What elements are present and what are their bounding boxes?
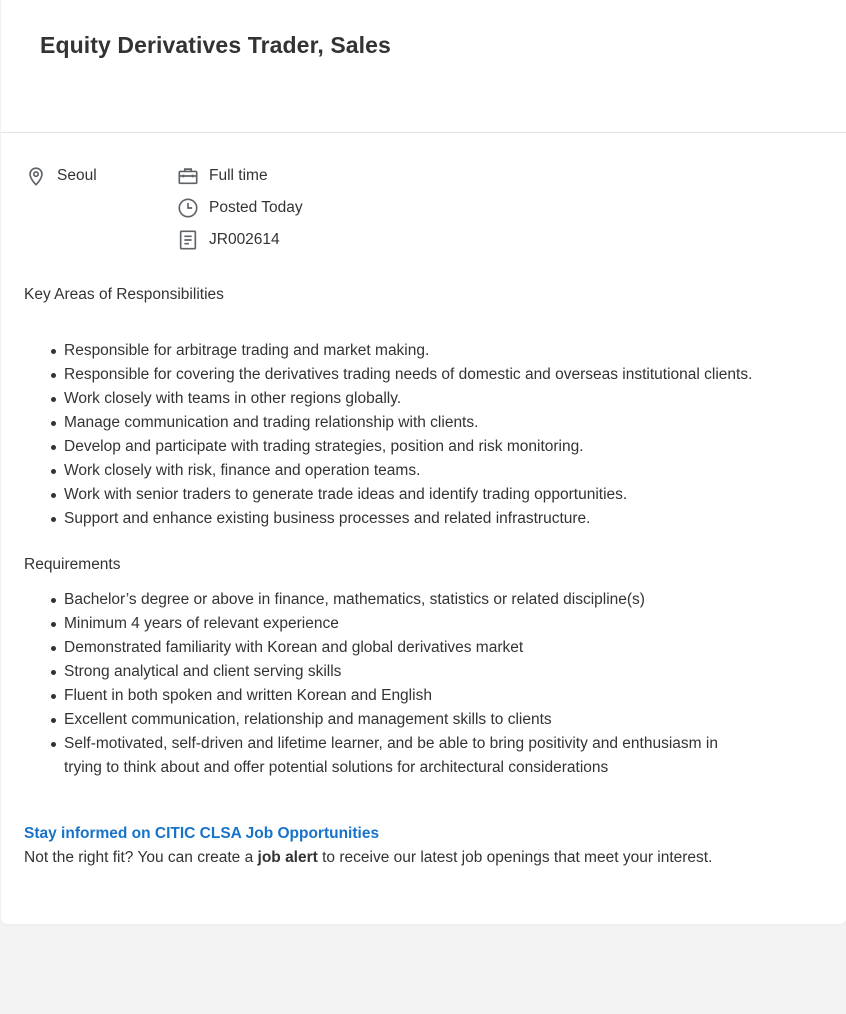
list-item: Work with senior traders to generate trade ideas and identify trading opportunities.	[24, 483, 814, 507]
document-icon	[177, 229, 199, 251]
job-time-type-label: Full time	[209, 167, 268, 184]
job-alert-bold: job alert	[257, 849, 318, 866]
list-item: Bachelor’s degree or above in finance, mathematics, statistics or related discipline(s)	[24, 588, 784, 612]
job-title: Equity Derivatives Trader, Sales	[40, 32, 391, 58]
list-item: Demonstrated familiarity with Korean and global derivatives market	[24, 636, 784, 660]
job-posting-card	[1, 0, 846, 924]
list-item: Work closely with risk, finance and operation teams.	[24, 459, 814, 483]
job-requisition-id	[177, 229, 280, 251]
job-alert-note-suffix: to receive our latest job openings that meet your interest.	[317, 849, 713, 866]
stay-informed-link[interactable]: Stay informed on CITIC CLSA Job Opportunities	[24, 825, 380, 842]
job-time-type	[177, 165, 268, 187]
requirements-list	[24, 588, 784, 780]
responsibilities-list	[24, 339, 814, 531]
location-pin-icon	[25, 165, 47, 187]
list-item: Manage communication and trading relationship with clients.	[24, 411, 814, 435]
list-item: Responsible for covering the derivatives trading needs of domestic and overseas institutional clients.	[24, 363, 814, 387]
requirements-heading: Requirements	[24, 556, 121, 573]
job-alert-note-prefix: Not the right fit? You can create a	[24, 849, 258, 866]
job-posted-date	[177, 197, 303, 219]
clock-icon	[177, 197, 199, 219]
job-alert-note	[24, 849, 712, 867]
list-item: Fluent in both spoken and written Korean and English	[24, 684, 784, 708]
job-header	[1, 0, 846, 133]
list-item: Excellent communication, relationship and management skills to clients	[24, 708, 784, 732]
list-item: Work closely with teams in other regions globally.	[24, 387, 814, 411]
list-item: Self-motivated, self-driven and lifetime learner, and be able to bring positivity and enthusiasm in trying to think about and offer potential solutions for architectural considerations	[24, 732, 754, 780]
briefcase-icon	[177, 165, 199, 187]
list-item: Responsible for arbitrage trading and market making.	[24, 339, 814, 363]
job-requisition-label: JR002614	[209, 231, 280, 248]
list-item: Minimum 4 years of relevant experience	[24, 612, 784, 636]
list-item: Support and enhance existing business processes and related infrastructure.	[24, 507, 814, 531]
job-location-label: Seoul	[57, 167, 97, 184]
list-item: Strong analytical and client serving skills	[24, 660, 784, 684]
list-item: Develop and participate with trading strategies, position and risk monitoring.	[24, 435, 814, 459]
responsibilities-heading: Key Areas of Responsibilities	[24, 286, 224, 303]
job-location	[25, 165, 97, 187]
job-posted-label: Posted Today	[209, 199, 303, 216]
